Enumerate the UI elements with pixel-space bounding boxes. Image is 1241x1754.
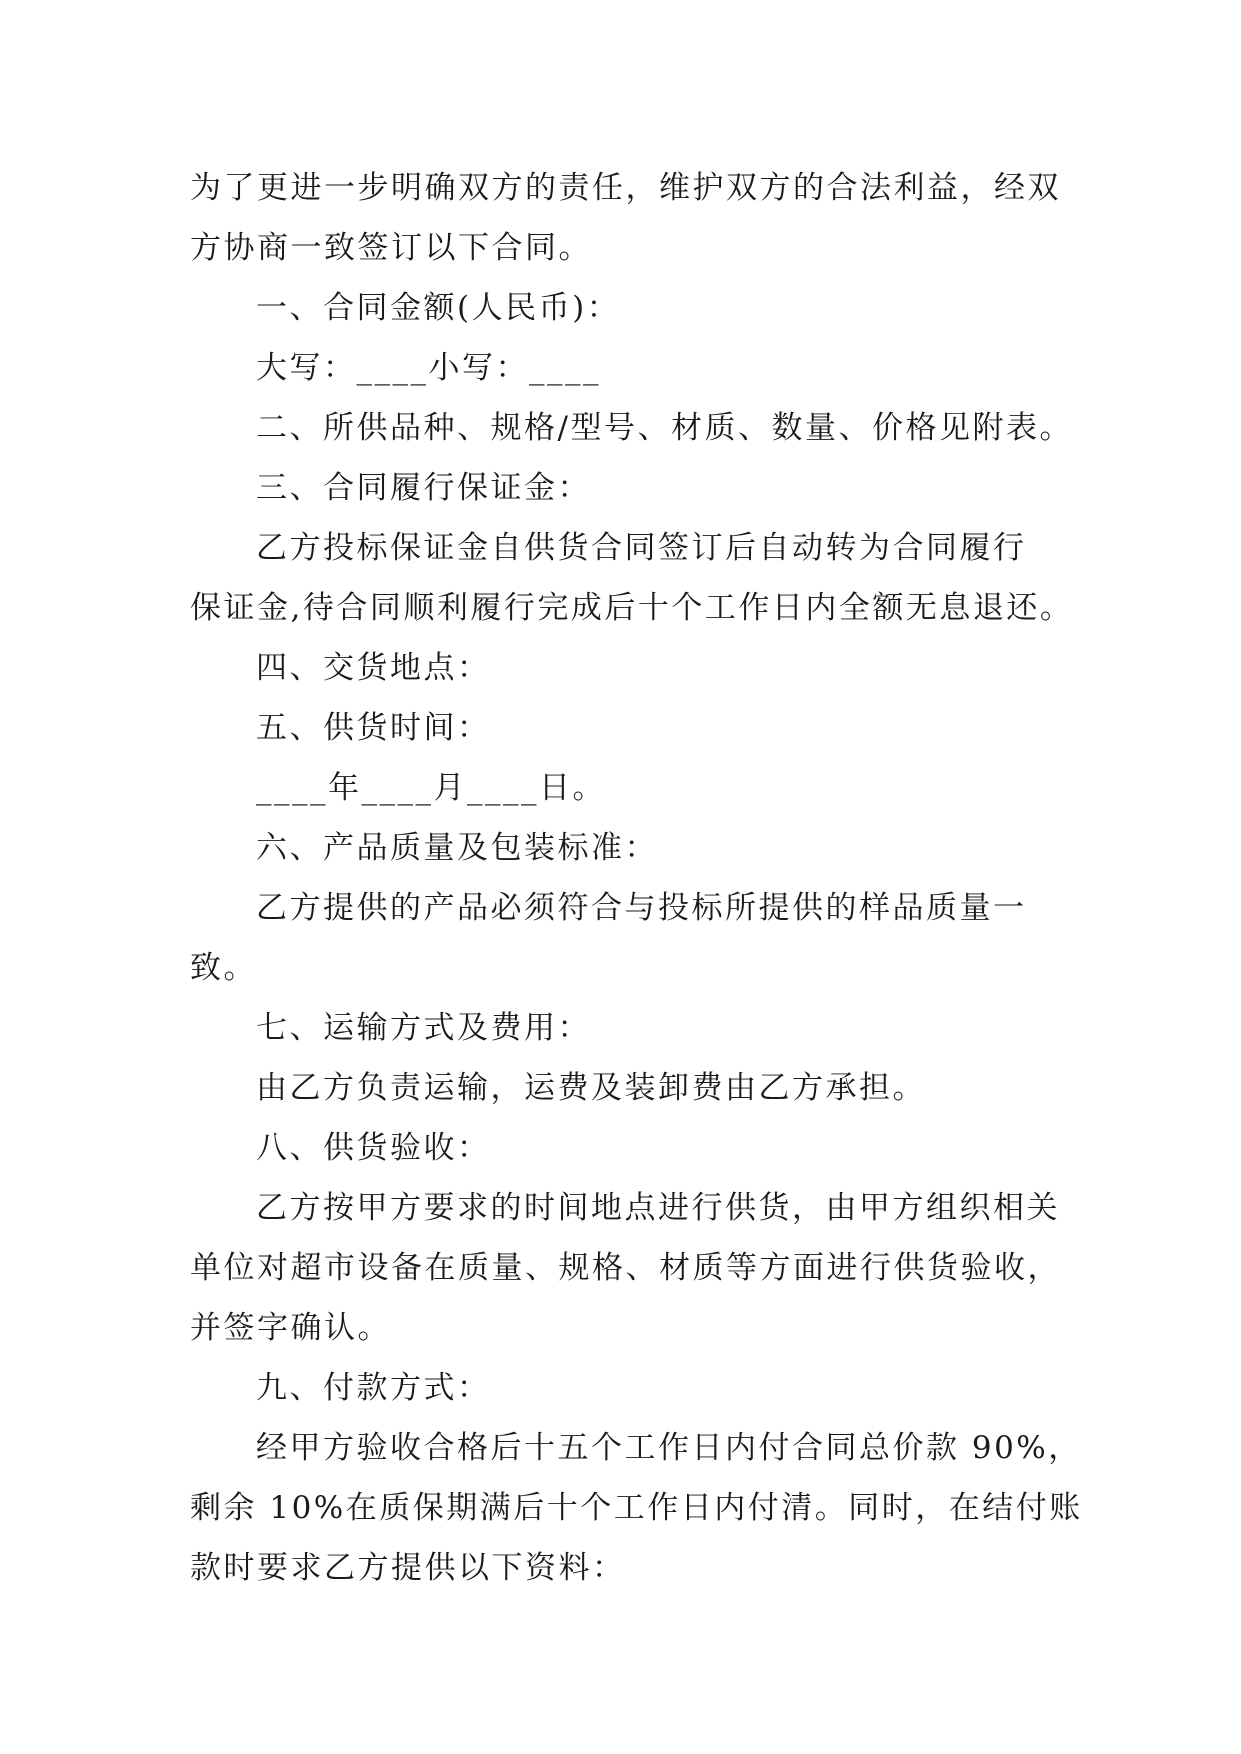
paragraph-line: 由乙方负责运输，运费及装卸费由乙方承担。 xyxy=(256,1070,926,1106)
paragraph-line: 单位对超市设备在质量、规格、材质等方面进行供货验收， xyxy=(190,1250,1061,1286)
paragraph-line: 款时要求乙方提供以下资料： xyxy=(190,1550,626,1586)
section-heading-contract-amount: 一、合同金额(人民币)： xyxy=(256,290,621,326)
paragraph-line: 乙方按甲方要求的时间地点进行供货，由甲方组织相关 xyxy=(256,1190,1060,1226)
paragraph-line: 剩余 10%在质保期满后十个工作日内付清。同时，在结付账 xyxy=(190,1490,1083,1526)
section-heading-deposit: 三、合同履行保证金： xyxy=(256,470,591,506)
section-heading-payment: 九、付款方式： xyxy=(256,1370,491,1406)
section-heading-transport: 七、运输方式及费用： xyxy=(256,1010,591,1046)
paragraph-line: 致。 xyxy=(190,950,257,986)
section-heading-delivery-time: 五、供货时间： xyxy=(256,710,491,746)
section-heading-quality: 六、产品质量及包装标准： xyxy=(256,830,658,866)
paragraph-line: 保证金,待合同顺利履行完成后十个工作日内全额无息退还。 xyxy=(190,590,1074,626)
paragraph-line: 乙方投标保证金自供货合同签订后自动转为合同履行 xyxy=(256,530,1027,566)
paragraph-line: 为了更进一步明确双方的责任，维护双方的合法利益，经双 xyxy=(190,170,1061,206)
document-body xyxy=(190,158,1083,1598)
paragraph-line: 经甲方验收合格后十五个工作日内付合同总价款 90%， xyxy=(256,1430,1082,1466)
paragraph-line: 方协商一致签订以下合同。 xyxy=(190,230,592,266)
paragraph-line: 并签字确认。 xyxy=(190,1310,391,1346)
amount-fill-line: 大写：____小写：____ xyxy=(256,350,601,386)
section-heading-acceptance: 八、供货验收： xyxy=(256,1130,491,1166)
date-fill-line: ____年____月____日。 xyxy=(256,770,606,806)
section-heading-specs: 二、所供品种、规格/型号、材质、数量、价格见附表。 xyxy=(256,410,1073,446)
section-heading-delivery-place: 四、交货地点： xyxy=(256,650,491,686)
paragraph-line: 乙方提供的产品必须符合与投标所提供的样品质量一 xyxy=(256,890,1027,926)
